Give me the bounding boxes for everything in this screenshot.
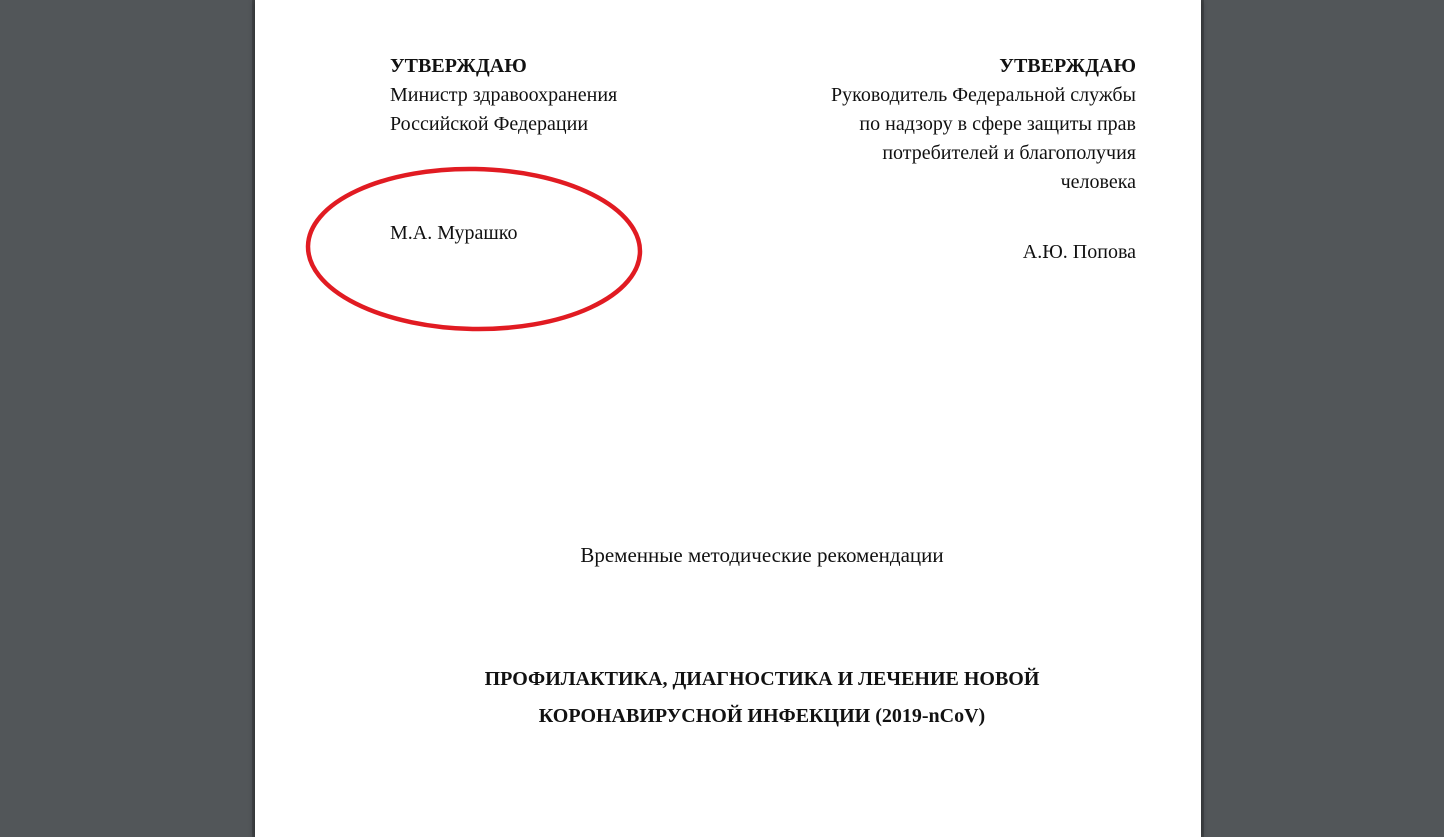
right-signatory-name: А.Ю. Попова [1022, 241, 1136, 263]
left-approval-block [390, 52, 617, 139]
document-title [255, 661, 1269, 735]
page-shadow-right [1201, 0, 1204, 837]
right-approval-block [831, 52, 1136, 197]
right-approval-heading: УТВЕРЖДАЮ [999, 55, 1136, 77]
document-title-line: ПРОФИЛАКТИКА, ДИАГНОСТИКА И ЛЕЧЕНИЕ НОВОЙ [484, 668, 1040, 690]
left-approval-heading: УТВЕРЖДАЮ [390, 55, 527, 77]
left-position-line: Министр здравоохранения [390, 84, 618, 106]
document-page [255, 0, 1201, 837]
document-title-line: КОРОНАВИРУСНОЙ ИНФЕКЦИИ (2019-nCoV) [538, 705, 986, 727]
left-position-line: Российской Федерации [390, 113, 589, 135]
left-signatory-name: М.А. Мурашко [390, 222, 518, 244]
right-position-line: человека [1060, 171, 1136, 193]
right-position-line: Руководитель Федеральной службы [831, 84, 1136, 106]
red-circle-annotation [307, 166, 642, 332]
right-position-line: потребителей и благополучия [882, 142, 1136, 164]
document-subtitle: Временные методические рекомендации [580, 543, 944, 567]
right-position-line: по надзору в сфере защиты прав [859, 113, 1136, 135]
